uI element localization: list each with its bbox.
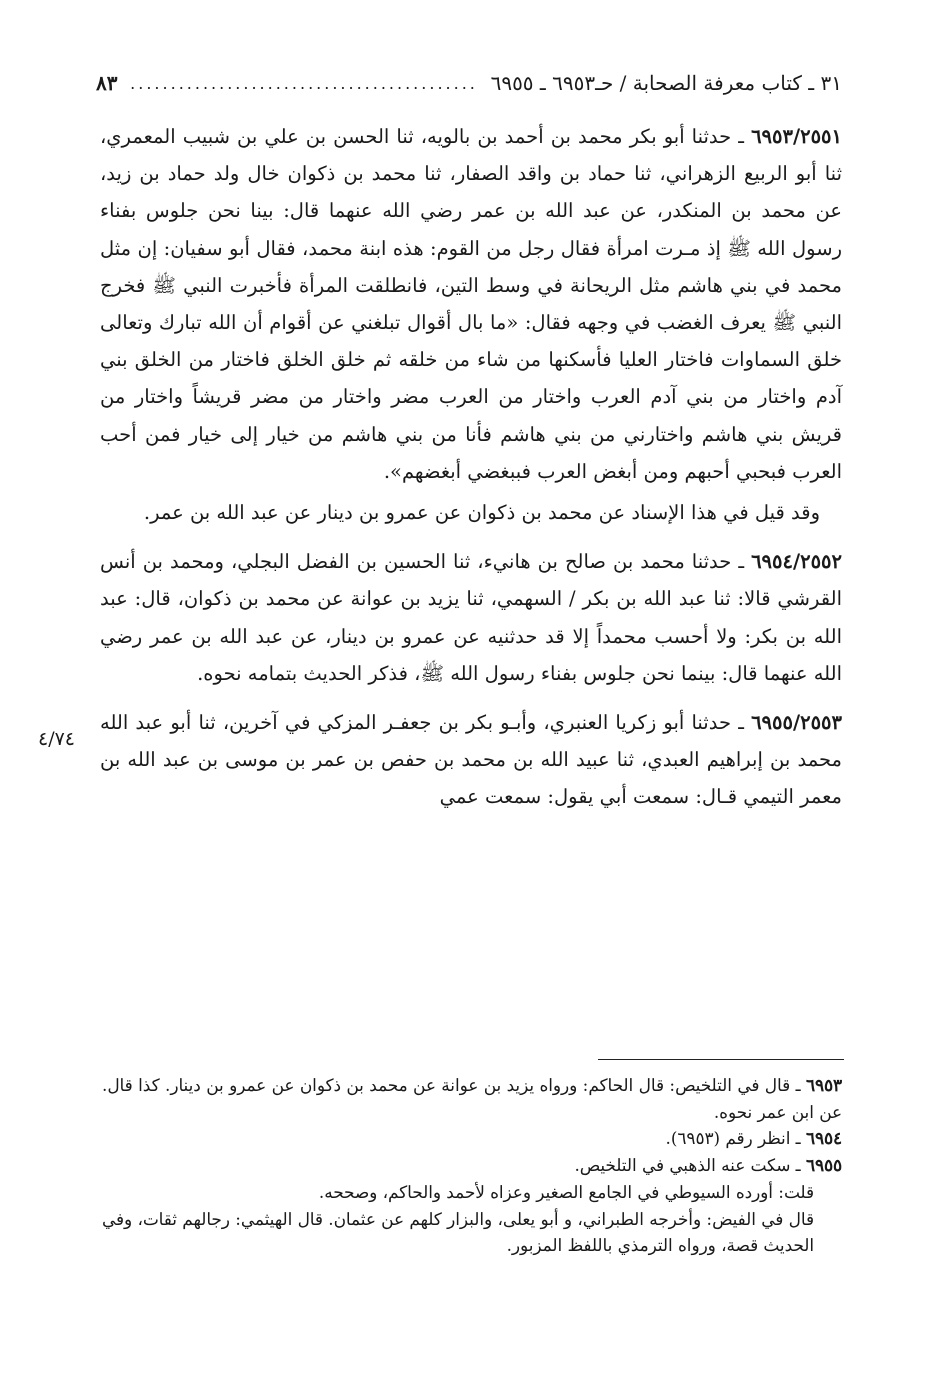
footnote-text: ـ قال في التلخيص: قال الحاكم: ورواه يزيد بن عوانة عن محمد بن ذكوان عن عمرو بن دينار. كذا قال. عن ابن عمر نحوه. [102,1075,842,1122]
footnote-text: ـ سكت عنه الذهبي في التلخيص. [574,1155,806,1176]
footnote-text: ـ انظر رقم (٦٩٥٣). [665,1128,806,1149]
hadith-entry-6955 [100,704,842,816]
footnote-text: قلت: أورده السيوطي في الجامع الصغير وعزاه لأحمد والحاكم، وصححه. [318,1181,814,1202]
hadith-text: ـ حدثنا أبو زكريا العنبري، وأبـو بكر بن جعفـر المزكي في آخرين، ثنا أبو عبد الله محمد بن إبراهيم العبدي، ثنا عبيد الله بن محمد بن حفص بن عمر بن موسى بن عبد الله بن معمر التيمي قـال: سمعت أبي يقول: سمعت عمي [100,711,842,809]
page-number: ٨٣ [96,71,118,95]
hadith-note [100,494,842,531]
footnote-text: قال في الفيض: وأخرجه الطبراني، و أبو يعلى، والبزار كلهم عن عثمان. قال الهيثمي: رجالهم ثقات، وفي الحديث قصة، ورواه الترمذي باللفظ المزبور. [102,1208,814,1256]
footnote-6955 [102,1152,842,1179]
footnote-comment [102,1179,842,1206]
manuscript-margin-reference: ٤/٧٤ [38,728,76,750]
footnote-6954 [102,1125,842,1152]
hadith-text: ـ حدثنا أبو بكر محمد بن أحمد بن بالويه، ثنا الحسن بن علي بن شبيب المعمري، ثنا أبو الربيع الزهراني، ثنا حماد بن واقد الصفار، ثنا محمد بن ذكوان خال ولد حماد بن زيد، عن محمد بن المنكدر، عن عبد الله بن عمر رضي الله عنهما قال: بينا نحن جلوس بفناء رسول الله ﷺ إذ مـرت امرأة فقال رجل من القوم: هذه ابنة محمد، فقال أبو سفيان: إن مثل محمد في بني هاشم مثل الريحانة في وسط التين، فانطلقت المرأة فأخبرت النبي ﷺ فخرج النبي ﷺ يعرف الغضب في وجهه فقال: «ما بال أقوال تبلغني عن أقوام أن الله تبارك وتعالى خلق السماوات فاختار العليا فأسكنها من شاء من خلقه ثم خلق الخلق فاختار من الخلق بني آدم واختار من بني آدم العرب واختار من العرب مضر واختار من مضر قريشاً واختار من قريش بني هاشم واختارني من بني هاشم فأنا من بني هاشم من خيار إلى خيار فمن أحب العرب فبحبي أحبهم ومن أبغض العرب فببغضي أبغضهم». [100,125,842,483]
header-title: ٣١ ـ كتاب معرفة الصحابة / حـ٦٩٥٣ ـ ٦٩٥٥ [490,71,842,95]
footnote-number: ٦٩٥٤ [805,1128,842,1149]
footnotes [102,1072,842,1259]
footnote-number: ٦٩٥٣ [805,1075,842,1095]
hadith-number: ٦٩٥٥/٢٥٥٣ [751,711,842,735]
hadith-number: ٦٩٥٤/٢٥٥٢ [751,550,842,574]
footnote-number: ٦٩٥٥ [805,1155,842,1176]
footnote-separator [598,1059,844,1060]
hadith-entry-6954 [100,543,842,692]
footnote-fayd-quote [102,1206,842,1259]
hadith-text: ـ حدثنا محمد بن صالح بن هانيء، ثنا الحسين بن الفضل البجلي، ومحمد بن أنس القرشي قالا: ثنا عبد الله بن بكر / السهمي، ثنا يزيد بن عوانة عن محمد بن ذكوان، قال: عبد الله بن بكر: ولا أحسب محمداً إلا قد حدثنيه عن عمرو بن دينار، عن عبد الله بن عمر رضي الله عنهما قال: بينما نحن جلوس بفناء رسول الله ﷺ، فذكر الحديث بتمامه نحوه. [100,550,842,685]
header-leader-dots: ........................................... [130,73,478,93]
hadith-entry-6953 [100,118,842,490]
footnote-6953 [102,1072,842,1125]
running-header [96,66,842,100]
note-text: وقد قيل في هذا الإسناد عن محمد بن ذكوان عن عمرو بن دينار عن عبد الله بن عمر. [143,501,820,525]
main-text [100,118,842,816]
hadith-number: ٦٩٥٣/٢٥٥١ [751,125,842,148]
